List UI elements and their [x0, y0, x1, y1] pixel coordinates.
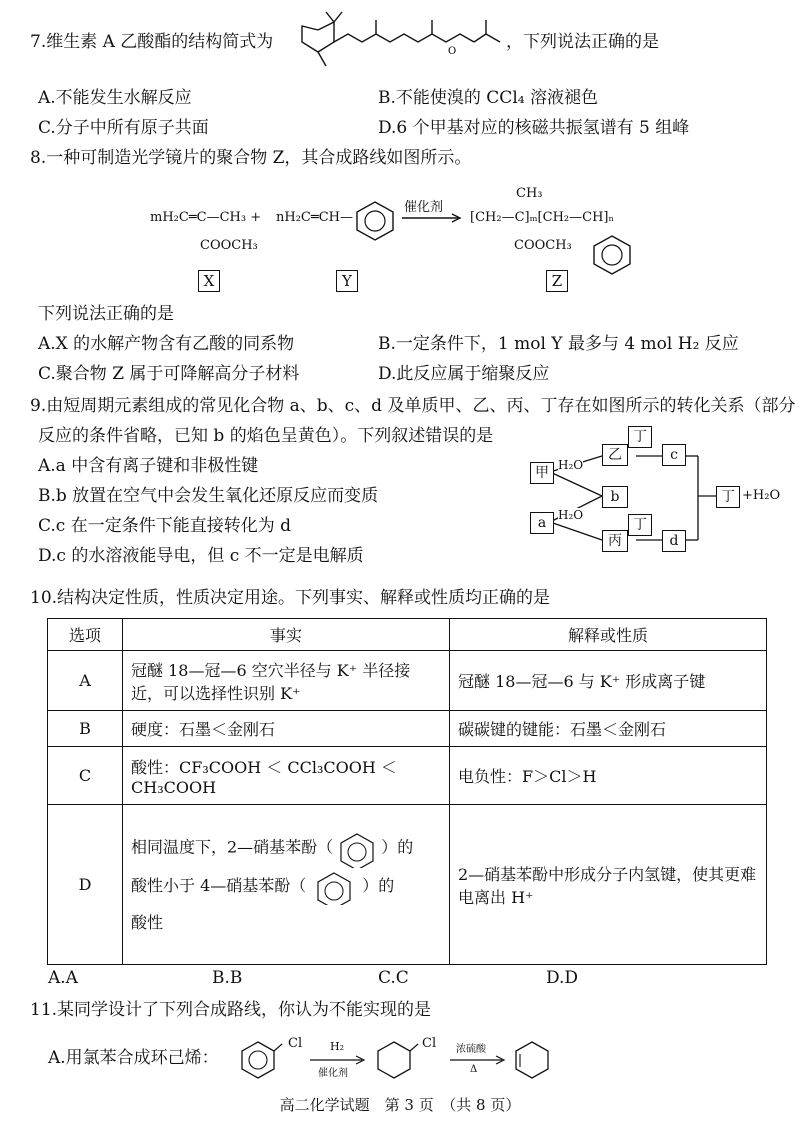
q7-option-b[interactable]: B.不能使溴的 CCl₄ 溶液褪色	[378, 88, 598, 108]
table-row	[48, 805, 767, 965]
node-d: d	[662, 530, 686, 552]
q10-answer-c[interactable]: C.C	[378, 968, 409, 988]
node-ding-2: 丁	[628, 514, 652, 536]
q8-option-c[interactable]: C.聚合物 Z 属于可降解高分子材料	[38, 364, 300, 384]
node-ding-1: 丁	[628, 426, 652, 448]
fact-d-part2: ）的	[381, 837, 414, 857]
reaction-arrow-icon	[448, 1055, 508, 1065]
svg-text:O: O	[448, 46, 457, 57]
table-row	[48, 711, 767, 747]
vitamin-a-acetate-structure-icon	[296, 8, 506, 78]
q7-option-a[interactable]: A.不能发生水解反应	[38, 88, 192, 108]
fact-d-part5: 酸性	[131, 912, 164, 932]
q8-x-sub: COOCH₃	[200, 238, 258, 253]
2-nitrophenol-structure-icon	[333, 828, 381, 868]
row-option: D	[48, 805, 123, 965]
arrow2-bottom: Δ	[470, 1064, 478, 1075]
node-jia: 甲	[530, 462, 554, 484]
q9-stem-line1: 9.由短周期元素组成的常见化合物 a、b、c、d 及单质甲、乙、丙、丁存在如图所示的转化关系（部分	[30, 396, 796, 416]
q10-answer-b[interactable]: B.B	[212, 968, 243, 988]
q8-option-a[interactable]: A.X 的水解产物含有乙酸的同系物	[38, 334, 295, 354]
q9-option-c[interactable]: C.c 在一定条件下能直接转化为 d	[38, 516, 292, 536]
q8-option-d[interactable]: D.此反应属于缩聚反应	[378, 364, 550, 384]
reaction-arrow-icon	[400, 212, 464, 224]
q8-z-sub: COOCH₃	[514, 238, 572, 253]
fact-d-part1: 相同温度下，2—硝基苯酚（	[131, 837, 334, 857]
node-bing: 丙	[602, 530, 628, 552]
row-fact	[123, 805, 450, 965]
q8-option-b[interactable]: B.一定条件下，1 mol Y 最多与 4 mol H₂ 反应	[378, 334, 739, 354]
q8-z-main: [CH₂—C]ₘ[CH₂—CH]ₙ	[470, 210, 615, 225]
q8-y-formula: nH₂C═CH—	[276, 210, 353, 225]
arrow2-top: 浓硫酸	[456, 1044, 486, 1055]
q9-option-b[interactable]: B.b 放置在空气中会发生氧化还原反应而变质	[38, 486, 379, 506]
chlorocyclohexane-icon	[372, 1036, 420, 1082]
q7-option-c[interactable]: C.分子中所有原子共面	[38, 118, 209, 138]
q8-z-top: CH₃	[516, 186, 543, 201]
node-ding-out: 丁	[716, 486, 740, 508]
reaction-arrow-icon	[308, 1055, 368, 1065]
q10-table	[47, 618, 767, 965]
q11-stem: 11.某同学设计了下列合成路线，你认为不能实现的是	[30, 1000, 432, 1020]
fact-d-part3: 酸性小于 4—硝基苯酚（	[131, 876, 307, 896]
row-fact: 酸性：CF₃COOH ＜ CCl₃COOH ＜ CH₃COOH	[123, 747, 450, 805]
row-fact: 硬度：石墨＜金刚石	[123, 711, 450, 747]
q10-stem: 10.结构决定性质，性质决定用途。下列事实、解释或性质均正确的是	[30, 588, 551, 608]
header-fact: 事实	[123, 619, 450, 651]
label-h2o-2: H₂O	[558, 508, 584, 522]
header-option: 选项	[48, 619, 123, 651]
q10-answer-a[interactable]: A.A	[48, 968, 78, 988]
row-explanation: 冠醚 18—冠—6 与 K⁺ 形成离子键	[450, 651, 767, 711]
q7-option-d[interactable]: D.6 个甲基对应的核磁共振氢谱有 5 组峰	[378, 118, 690, 138]
q8-prompt: 下列说法正确的是	[38, 304, 174, 324]
cl-label-1: Cl	[288, 1036, 303, 1051]
q9-stem-line2: 反应的条件省略，已知 b 的焰色呈黄色）。下列叙述错误的是	[38, 426, 494, 446]
node-c: c	[662, 444, 686, 466]
benzene-ring-icon	[350, 198, 400, 242]
row-option: C	[48, 747, 123, 805]
cl-label-2: Cl	[422, 1036, 437, 1051]
node-a: a	[530, 512, 554, 534]
table-header-row	[48, 619, 767, 651]
row-option: B	[48, 711, 123, 747]
q9-option-a[interactable]: A.a 中含有离子键和非极性键	[38, 456, 259, 476]
q7-stem-after: ，下列说法正确的是	[506, 32, 659, 52]
page-footer: 高二化学试题 第 3 页 （共 8 页）	[279, 1096, 521, 1114]
cyclohexene-icon	[510, 1036, 558, 1082]
q8-x-formula: mH₂C═C—CH₃ +	[150, 210, 262, 225]
label-x: X	[198, 270, 220, 292]
4-nitrophenol-structure-icon	[306, 869, 362, 905]
row-fact: 冠醚 18—冠—6 空穴半径与 K⁺ 半径接近，可以选择性识别 K⁺	[123, 651, 450, 711]
benzene-ring-icon	[588, 232, 636, 276]
label-z: Z	[546, 270, 568, 292]
node-yi: 乙	[602, 444, 628, 466]
row-option: A	[48, 651, 123, 711]
table-row	[48, 651, 767, 711]
row-explanation: 电负性：F＞Cl＞H	[450, 747, 767, 805]
q7-stem: 7.维生素 A 乙酸酯的结构简式为	[30, 32, 274, 52]
q10-answer-d[interactable]: D.D	[546, 968, 579, 988]
chlorobenzene-icon	[236, 1036, 286, 1082]
node-b: b	[602, 486, 628, 508]
label-y: Y	[336, 270, 358, 292]
q11-option-a[interactable]: A.用氯苯合成环己烯：	[48, 1048, 219, 1068]
q8-arrow-label: 催化剂	[404, 200, 444, 215]
q9-option-d[interactable]: D.c 的水溶液能导电，但 c 不一定是电解质	[38, 546, 364, 566]
header-explanation: 解释或性质	[450, 619, 767, 651]
fact-d-part4: ）的	[362, 876, 395, 896]
arrow1-bottom: 催化剂	[318, 1068, 348, 1079]
row-explanation: 2—硝基苯酚中形成分子内氢键，使其更难电离出 H⁺	[450, 805, 767, 965]
label-plus-h2o: +H₂O	[742, 488, 781, 503]
q8-stem: 8.一种可制造光学镜片的聚合物 Z，其合成路线如图所示。	[30, 148, 472, 168]
row-explanation: 碳碳键的键能：石墨＜金刚石	[450, 711, 767, 747]
label-h2o-1: H₂O	[558, 458, 584, 472]
table-row	[48, 747, 767, 805]
arrow1-top: H₂	[330, 1040, 345, 1053]
